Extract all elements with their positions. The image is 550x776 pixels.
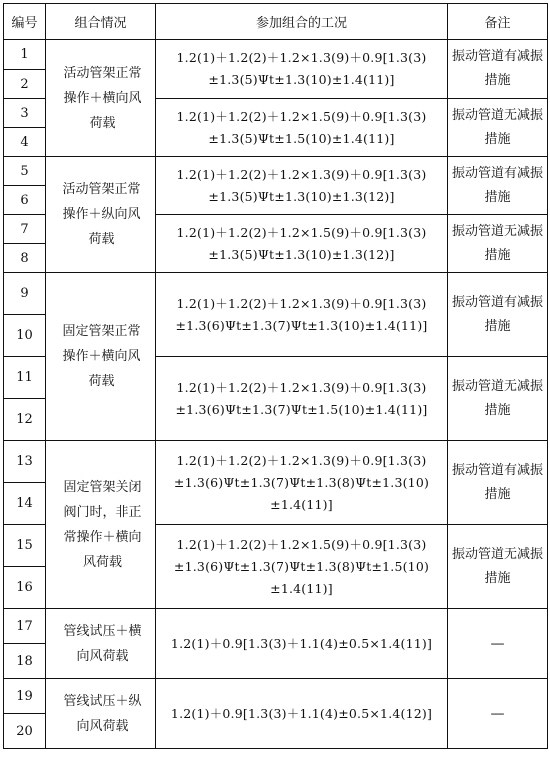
combination-case: 管线试压＋横向风荷载 (46, 609, 156, 679)
row-number: 8 (4, 244, 46, 273)
row-number: 15 (4, 525, 46, 567)
row-number: 10 (4, 315, 46, 357)
header-conditions: 参加组合的工况 (156, 4, 448, 40)
combination-case: 管线试压＋纵向风荷载 (46, 679, 156, 749)
combination-case: 活动管架正常操作＋横向风荷载 (46, 40, 156, 157)
combination-case: 固定管架正常操作＋横向风荷载 (46, 273, 156, 441)
table-header-row (4, 4, 548, 40)
condition-formula: 1.2(1)＋0.9[1.3(3)＋1.1(4)±0.5×1.4(12)] (156, 679, 448, 749)
condition-formula: 1.2(1)＋0.9[1.3(3)＋1.1(4)±0.5×1.4(11)] (156, 609, 448, 679)
remark: 振动管道有减振措施 (448, 40, 548, 99)
row-number: 13 (4, 441, 46, 483)
row-number: 18 (4, 644, 46, 679)
row-number: 5 (4, 157, 46, 186)
condition-formula: 1.2(1)＋1.2(2)＋1.2×1.5(9)＋0.9[1.3(3)±1.3(5)Ψt±1.5(10)±1.4(11)] (156, 99, 448, 157)
table-row (4, 157, 548, 186)
row-number: 9 (4, 273, 46, 315)
condition-formula: 1.2(1)＋1.2(2)＋1.2×1.3(9)＋0.9[1.3(3)±1.3(6)Ψt±1.3(7)Ψt±1.3(10)±1.4(11)] (156, 273, 448, 357)
row-number: 20 (4, 714, 46, 749)
row-number: 1 (4, 40, 46, 70)
row-number: 11 (4, 357, 46, 399)
header-number: 编号 (4, 4, 46, 40)
row-number: 16 (4, 567, 46, 609)
row-number: 19 (4, 679, 46, 714)
remark: 振动管道无减振措施 (448, 525, 548, 609)
table-row (4, 441, 548, 483)
remark-empty: — (448, 609, 548, 679)
condition-formula: 1.2(1)＋1.2(2)＋1.2×1.3(9)＋0.9[1.3(3)±1.3(5)Ψt±1.3(10)±1.4(11)] (156, 40, 448, 99)
combination-case: 活动管架正常操作＋纵向风荷载 (46, 157, 156, 273)
remark-empty: — (448, 679, 548, 749)
condition-formula: 1.2(1)＋1.2(2)＋1.2×1.3(9)＋0.9[1.3(3)±1.3(5)Ψt±1.3(10)±1.3(12)] (156, 157, 448, 215)
condition-formula: 1.2(1)＋1.2(2)＋1.2×1.5(9)＋0.9[1.3(3)±1.3(6)Ψt±1.3(7)Ψt±1.3(8)Ψt±1.5(10)±1.4(11)] (156, 525, 448, 609)
row-number: 2 (4, 70, 46, 99)
table-row (4, 609, 548, 644)
row-number: 3 (4, 99, 46, 128)
condition-formula: 1.2(1)＋1.2(2)＋1.2×1.3(9)＋0.9[1.3(3)±1.3(6)Ψt±1.3(7)Ψt±1.5(10)±1.4(11)] (156, 357, 448, 441)
load-combination-table (3, 3, 548, 749)
condition-formula: 1.2(1)＋1.2(2)＋1.2×1.5(9)＋0.9[1.3(3)±1.3(5)Ψt±1.3(10)±1.3(12)] (156, 215, 448, 273)
table-row (4, 679, 548, 714)
combination-case: 固定管架关闭阀门时，非正常操作＋横向风荷载 (46, 441, 156, 609)
remark: 振动管道有减振措施 (448, 273, 548, 357)
remark: 振动管道有减振措施 (448, 157, 548, 215)
row-number: 17 (4, 609, 46, 644)
remark: 振动管道有减振措施 (448, 441, 548, 525)
condition-formula: 1.2(1)＋1.2(2)＋1.2×1.3(9)＋0.9[1.3(3)±1.3(6)Ψt±1.3(7)Ψt±1.3(8)Ψt±1.3(10)±1.4(11)] (156, 441, 448, 525)
table-row (4, 40, 548, 70)
table-row (4, 273, 548, 315)
row-number: 6 (4, 186, 46, 215)
remark: 振动管道无减振措施 (448, 215, 548, 273)
remark: 振动管道无减振措施 (448, 357, 548, 441)
remark: 振动管道无减振措施 (448, 99, 548, 157)
header-remarks: 备注 (448, 4, 548, 40)
row-number: 4 (4, 128, 46, 157)
row-number: 14 (4, 483, 46, 525)
row-number: 7 (4, 215, 46, 244)
row-number: 12 (4, 399, 46, 441)
header-combination-case: 组合情况 (46, 4, 156, 40)
